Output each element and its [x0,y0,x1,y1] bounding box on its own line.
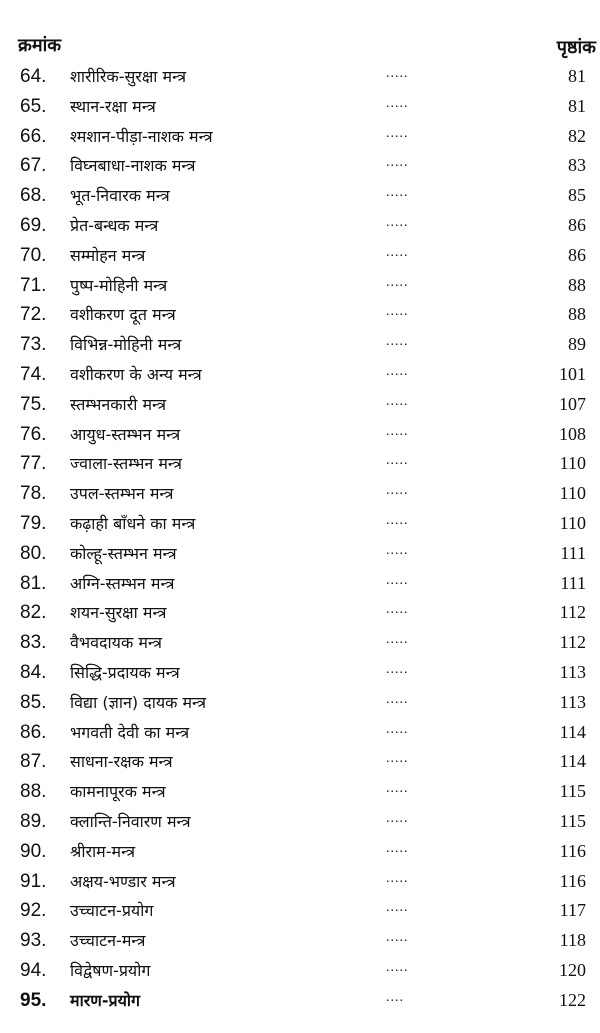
entry-title: वशीकरण दूत मन्त्र [70,305,176,325]
entry-number: 72. [20,304,47,326]
toc-entry [0,986,600,1016]
entry-title: कढ़ाही बाँधने का मन्त्र [70,513,196,533]
entry-number: 83. [20,632,47,654]
toc-entry [0,92,600,122]
entry-page-number: 116 [559,870,586,891]
entry-title: अग्नि-स्तम्भन मन्त्र [70,573,175,593]
entry-title: उच्चाटन-प्रयोग [70,901,154,921]
entry-page-number: 81 [568,95,586,116]
entry-page-number: 113 [559,691,586,712]
entry-title: विभिन्न-मोहिनी मन्त्र [70,335,182,355]
toc-entry [0,896,600,926]
toc-entry [0,837,600,867]
entry-leader-dots: ..... [386,870,409,886]
toc-entry [0,122,600,152]
entry-leader-dots: ..... [386,602,409,618]
entry-title: भगवती देवी का मन्त्र [70,722,190,742]
entry-leader-dots: ..... [386,483,409,499]
entry-title: साधना-रक्षक मन्त्र [70,752,173,772]
entry-number: 64. [20,66,47,87]
entry-title: कामनापूरक मन्त्र [70,782,166,802]
toc-entry [0,300,600,330]
entry-leader-dots: ..... [386,274,409,290]
entry-page-number: 117 [559,900,586,921]
toc-entry [0,569,600,599]
entry-title: विद्या (ज्ञान) दायक मन्त्र [70,692,207,712]
entry-number: 81. [20,572,47,594]
entry-leader-dots: ..... [386,334,409,350]
entry-leader-dots: ..... [386,572,409,588]
entry-title: ज्वाला-स्तम्भन मन्त्र [70,454,182,474]
entry-number: 77. [20,453,47,475]
entry-page-number: 107 [559,393,586,414]
entry-page-number: 122 [559,989,586,1010]
entry-title: शारीरिक-सुरक्षा मन्त्र [70,67,187,86]
entry-title: उच्चाटन-मन्त्र [70,931,146,951]
entry-leader-dots: ..... [386,155,409,171]
serial-number-header: क्रमांक [18,35,62,56]
entry-leader-dots: ..... [386,66,409,81]
entry-number: 88. [20,781,47,803]
entry-number: 84. [20,661,47,683]
entry-page-number: 118 [559,930,586,951]
entry-title: मारण-प्रयोग [70,990,141,1010]
entry-page-number: 115 [559,810,586,831]
toc-entry [0,509,600,539]
entry-leader-dots: ..... [386,632,409,648]
entry-leader-dots: ..... [386,840,409,856]
toc-entry [0,449,600,479]
entry-number: 74. [20,363,47,385]
entry-title: सम्मोहन मन्त्र [70,245,146,265]
entry-title: आयुध-स्तम्भन मन्त्र [70,424,181,444]
entry-number: 70. [20,244,47,266]
entry-title: स्तम्भनकारी मन्त्र [70,394,167,414]
entry-page-number: 88 [568,274,586,295]
toc-entry [0,330,600,360]
entry-number: 71. [20,274,47,296]
entry-page-number: 82 [568,125,586,146]
toc-entry [0,62,600,92]
toc-entry [0,926,600,956]
toc-entry [0,151,600,181]
entry-leader-dots: ..... [386,930,409,946]
entry-title: स्थान-रक्षा मन्त्र [70,96,156,116]
entry-leader-dots: ..... [386,542,409,558]
entry-title: अक्षय-भण्डार मन्त्र [70,871,176,891]
entry-title: क्लान्ति-निवारण मन्त्र [70,811,191,831]
entry-number: 90. [20,840,47,862]
toc-entry [0,241,600,271]
entry-page-number: 114 [559,721,586,742]
entry-page-number: 112 [559,632,586,653]
toc-entry [0,420,600,450]
entry-number: 68. [20,185,47,207]
entry-number: 87. [20,751,47,773]
entry-page-number: 83 [568,155,586,176]
entry-number: 95. [20,989,47,1011]
entry-page-number: 110 [559,483,586,504]
toc-entry [0,867,600,897]
entry-title: पुष्प-मोहिनी मन्त्र [70,275,168,295]
entry-title: शयन-सुरक्षा मन्त्र [70,603,167,623]
entry-number: 78. [20,483,47,505]
entry-page-number: 110 [559,453,586,474]
toc-entry [0,956,600,986]
entry-page-number: 88 [568,304,586,325]
entry-page-number: 114 [559,751,586,772]
toc-entry [0,718,600,748]
entry-page-number: 86 [568,244,586,265]
entry-leader-dots: ..... [386,423,409,439]
toc-entry [0,539,600,569]
entry-page-number: 85 [568,185,586,206]
toc-entry [0,598,600,628]
entry-number: 94. [20,959,47,981]
toc-entry [0,807,600,837]
entry-leader-dots: ..... [386,244,409,260]
entry-leader-dots: ..... [386,304,409,320]
entry-title: प्रेत-बन्धक मन्त्र [70,215,159,235]
entry-leader-dots: ..... [386,900,409,916]
entry-number: 69. [20,214,47,236]
entry-leader-dots: .... [386,989,404,1005]
entry-title: सिद्धि-प्रदायक मन्त्र [70,662,180,682]
entry-page-number: 86 [568,214,586,235]
entry-page-number: 111 [560,572,586,593]
toc-entry [0,211,600,241]
toc-entry [0,777,600,807]
entry-title: श्रीराम-मन्त्र [70,841,136,861]
entry-number: 67. [20,155,47,177]
toc-list [0,62,600,1016]
entry-number: 80. [20,542,47,564]
toc-entry [0,181,600,211]
entry-leader-dots: ..... [386,185,409,201]
entry-leader-dots: ..... [386,393,409,409]
entry-page-number: 81 [568,66,586,86]
entry-title: विद्वेषण-प्रयोग [70,960,151,980]
entry-page-number: 113 [559,661,586,682]
entry-page-number: 101 [559,363,586,384]
entry-number: 93. [20,930,47,952]
toc-entry [0,628,600,658]
page-number-header: पृष्ठांक [556,37,596,58]
entry-number: 66. [20,125,47,147]
entry-page-number: 111 [560,542,586,563]
entry-title: उपल-स्तम्भन मन्त्र [70,484,174,504]
entry-leader-dots: ..... [386,214,409,230]
entry-number: 92. [20,900,47,922]
entry-leader-dots: ..... [386,781,409,797]
entry-number: 76. [20,423,47,445]
entry-number: 85. [20,691,47,713]
entry-number: 86. [20,721,47,743]
toc-entry [0,390,600,420]
toc-entry [0,271,600,301]
entry-title: श्मशान-पीड़ा-नाशक मन्त्र [70,126,213,146]
entry-leader-dots: ..... [386,661,409,677]
entry-leader-dots: ..... [386,721,409,737]
entry-page-number: 116 [559,840,586,861]
entry-title: वैभवदायक मन्त्र [70,633,162,653]
entry-number: 75. [20,393,47,415]
entry-page-number: 108 [559,423,586,444]
entry-number: 65. [20,95,47,117]
entry-leader-dots: ..... [386,691,409,707]
entry-number: 82. [20,602,47,624]
entry-leader-dots: ..... [386,512,409,528]
toc-entry [0,360,600,390]
entry-leader-dots: ..... [386,751,409,767]
entry-title: विघ्नबाधा-नाशक मन्त्र [70,156,196,176]
entry-title: कोल्हू-स्तम्भन मन्त्र [70,543,177,563]
entry-number: 91. [20,870,47,892]
entry-title: भूत-निवारक मन्त्र [70,186,170,206]
entry-title: वशीकरण के अन्य मन्त्र [70,364,202,384]
toc-entry [0,688,600,718]
entry-leader-dots: ..... [386,363,409,379]
entry-number: 79. [20,512,47,534]
toc-entry [0,658,600,688]
entry-page-number: 120 [559,959,586,980]
entry-page-number: 89 [568,334,586,355]
entry-number: 89. [20,810,47,832]
entry-page-number: 115 [559,781,586,802]
entry-page-number: 112 [559,602,586,623]
toc-entry [0,747,600,777]
entry-leader-dots: ..... [386,959,409,975]
toc-entry [0,479,600,509]
entry-leader-dots: ..... [386,125,409,141]
entry-number: 73. [20,334,47,356]
entry-page-number: 110 [559,512,586,533]
entry-leader-dots: ..... [386,95,409,111]
entry-leader-dots: ..... [386,810,409,826]
entry-leader-dots: ..... [386,453,409,469]
